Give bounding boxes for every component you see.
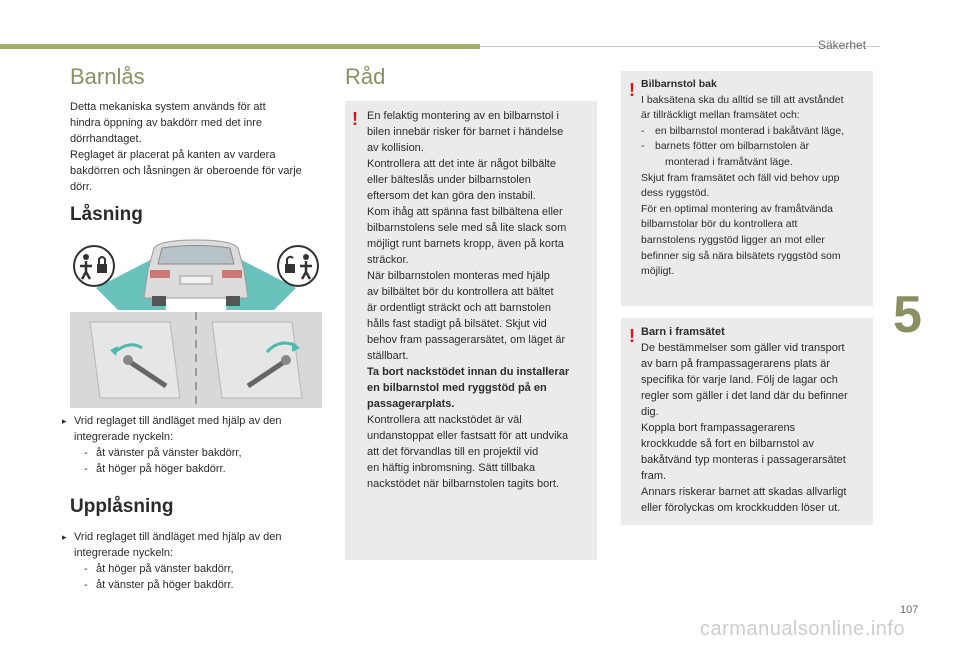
- header-accent-bar: [0, 44, 480, 49]
- unlocking-heading: Upplåsning: [70, 496, 174, 517]
- intro-line: bakdörren och låsningen är oberoende för varje: [70, 165, 302, 177]
- child-lock-closed-icon: [74, 246, 114, 286]
- car-rear-icon: [144, 240, 248, 306]
- bullet-icon: ▸: [62, 532, 67, 542]
- warning-text: En felaktig montering av en bilbarnstol i bilen innebär risker för barnet i händelse av kollision. Kontrollera att det inte är något bilbälte eller bälteslås under bilbarnstolen eftersom det kan göra den instabil. Kom ihåg att spänna fast bilbältena eller bilbarnstolens sele med så lite slack som möjligt runt barnets kropp, även på korta sträckor. När bilbarnstolen monteras med hjälp av bilbältet bör du kontrollera att bältet är ordentligt sträckt och att barnstolen hålls fast stadigt på bilsätet. Skjut vid behov fram passagerarsätet, om läget är ställbart. Ta bort nackstödet innan du installerar en bilbarnstol med ryggstöd på en passagerarplats. Kontrollera att nackstödet är väl undanstoppat eller fastsatt för att undvika att det förvandlas till en projektil vid en häftig inbromsning. Sätt tillbaka nackstödet när bilbarnstolen tagits bort.: [367, 110, 570, 490]
- intro-line: Reglaget är placerat på kanten av vardera: [70, 149, 276, 161]
- bullet-text: integrerade nyckeln:: [74, 431, 174, 443]
- chapter-number: 5: [893, 286, 922, 344]
- car-rear-illustration: [70, 238, 322, 310]
- warning-box-rear-seat: [621, 71, 873, 306]
- list-item: åt vänster på vänster bakdörr,: [96, 447, 242, 459]
- intro-paragraph: [70, 99, 330, 195]
- bullet-text: Vrid reglaget till ändläget med hjälp av den: [74, 531, 282, 543]
- front-seat-text: Barn i framsätet De bestämmelser som gäller vid transport av barn på frampassagerarens plats är specifika för varje land. Följ de lagar och regler som gäller i det land där du befinner dig. Koppla bort frampassagerarens krockkudde så fort en bilbarnstol av bakåtvänd typ monteras i passagerarsätet fram. Annars riskerar barnet att skadas allvarligt eller förolyckas om krockkudden löser ut.: [641, 324, 871, 516]
- list-item: åt vänster på höger bakdörr.: [96, 579, 234, 591]
- warning-exclamation-icon: !: [629, 80, 635, 100]
- advice-heading: Råd: [345, 64, 386, 89]
- door-edge-illustration: [70, 312, 322, 408]
- page-number: 107: [900, 604, 919, 616]
- page-title: Barnlås: [70, 64, 145, 89]
- warning-box-front-seat: [621, 318, 873, 525]
- intro-line: dörrhandtaget.: [70, 133, 142, 145]
- unlocking-instructions: ▸ Vrid reglaget till ändläget med hjälp av den integrerade nyckeln: - åt höger på vänster bakdörr, - åt vänster på höger bakdörr.: [62, 529, 332, 593]
- bullet-icon: ▸: [62, 416, 67, 426]
- section-title: Säkerhet: [818, 38, 867, 52]
- footer-watermark[interactable]: carmanualsonline.info: [700, 618, 906, 640]
- bullet-text: Vrid reglaget till ändläget med hjälp av den: [74, 415, 282, 427]
- warning-exclamation-icon: !: [629, 326, 635, 346]
- list-item: åt höger på höger bakdörr.: [96, 463, 226, 475]
- rear-seat-text: Bilbarnstol bak I baksätena ska du alltid se till att avståndet är tillräckligt mellan framsätet och: - en bilbarnstol monterad i bakåtvänt läge, - barnets fötter om bilbarnstolen är monterad i framåtvänt läge. Skjut fram framsätet och fäll vid behov upp dess ryggstöd. För en optimal montering av framåtvända bilbarnstolar bör du kontrollera att barnstolens ryggstöd ligger an mot eller befinner sig så nära bilsätets ryggstöd som möjligt.: [641, 77, 871, 280]
- box-title: Barn i framsätet: [641, 326, 725, 338]
- bullet-text: integrerade nyckeln:: [74, 547, 174, 559]
- warning-box-advice: [345, 101, 597, 560]
- box-title: Bilbarnstol bak: [641, 78, 717, 90]
- locking-heading: Låsning: [70, 204, 143, 225]
- intro-line: hindra öppning av bakdörr med det inre: [70, 117, 263, 129]
- locking-instructions: ▸ Vrid reglaget till ändläget med hjälp av den integrerade nyckeln: - åt vänster på vänster bakdörr, - åt höger på höger bakdörr.: [62, 413, 332, 477]
- intro-line: Detta mekaniska system används för att: [70, 101, 266, 113]
- warning-exclamation-icon: !: [352, 109, 358, 129]
- list-item: åt höger på vänster bakdörr,: [96, 563, 234, 575]
- intro-line: dörr.: [70, 181, 93, 193]
- child-lock-open-icon: [278, 246, 318, 286]
